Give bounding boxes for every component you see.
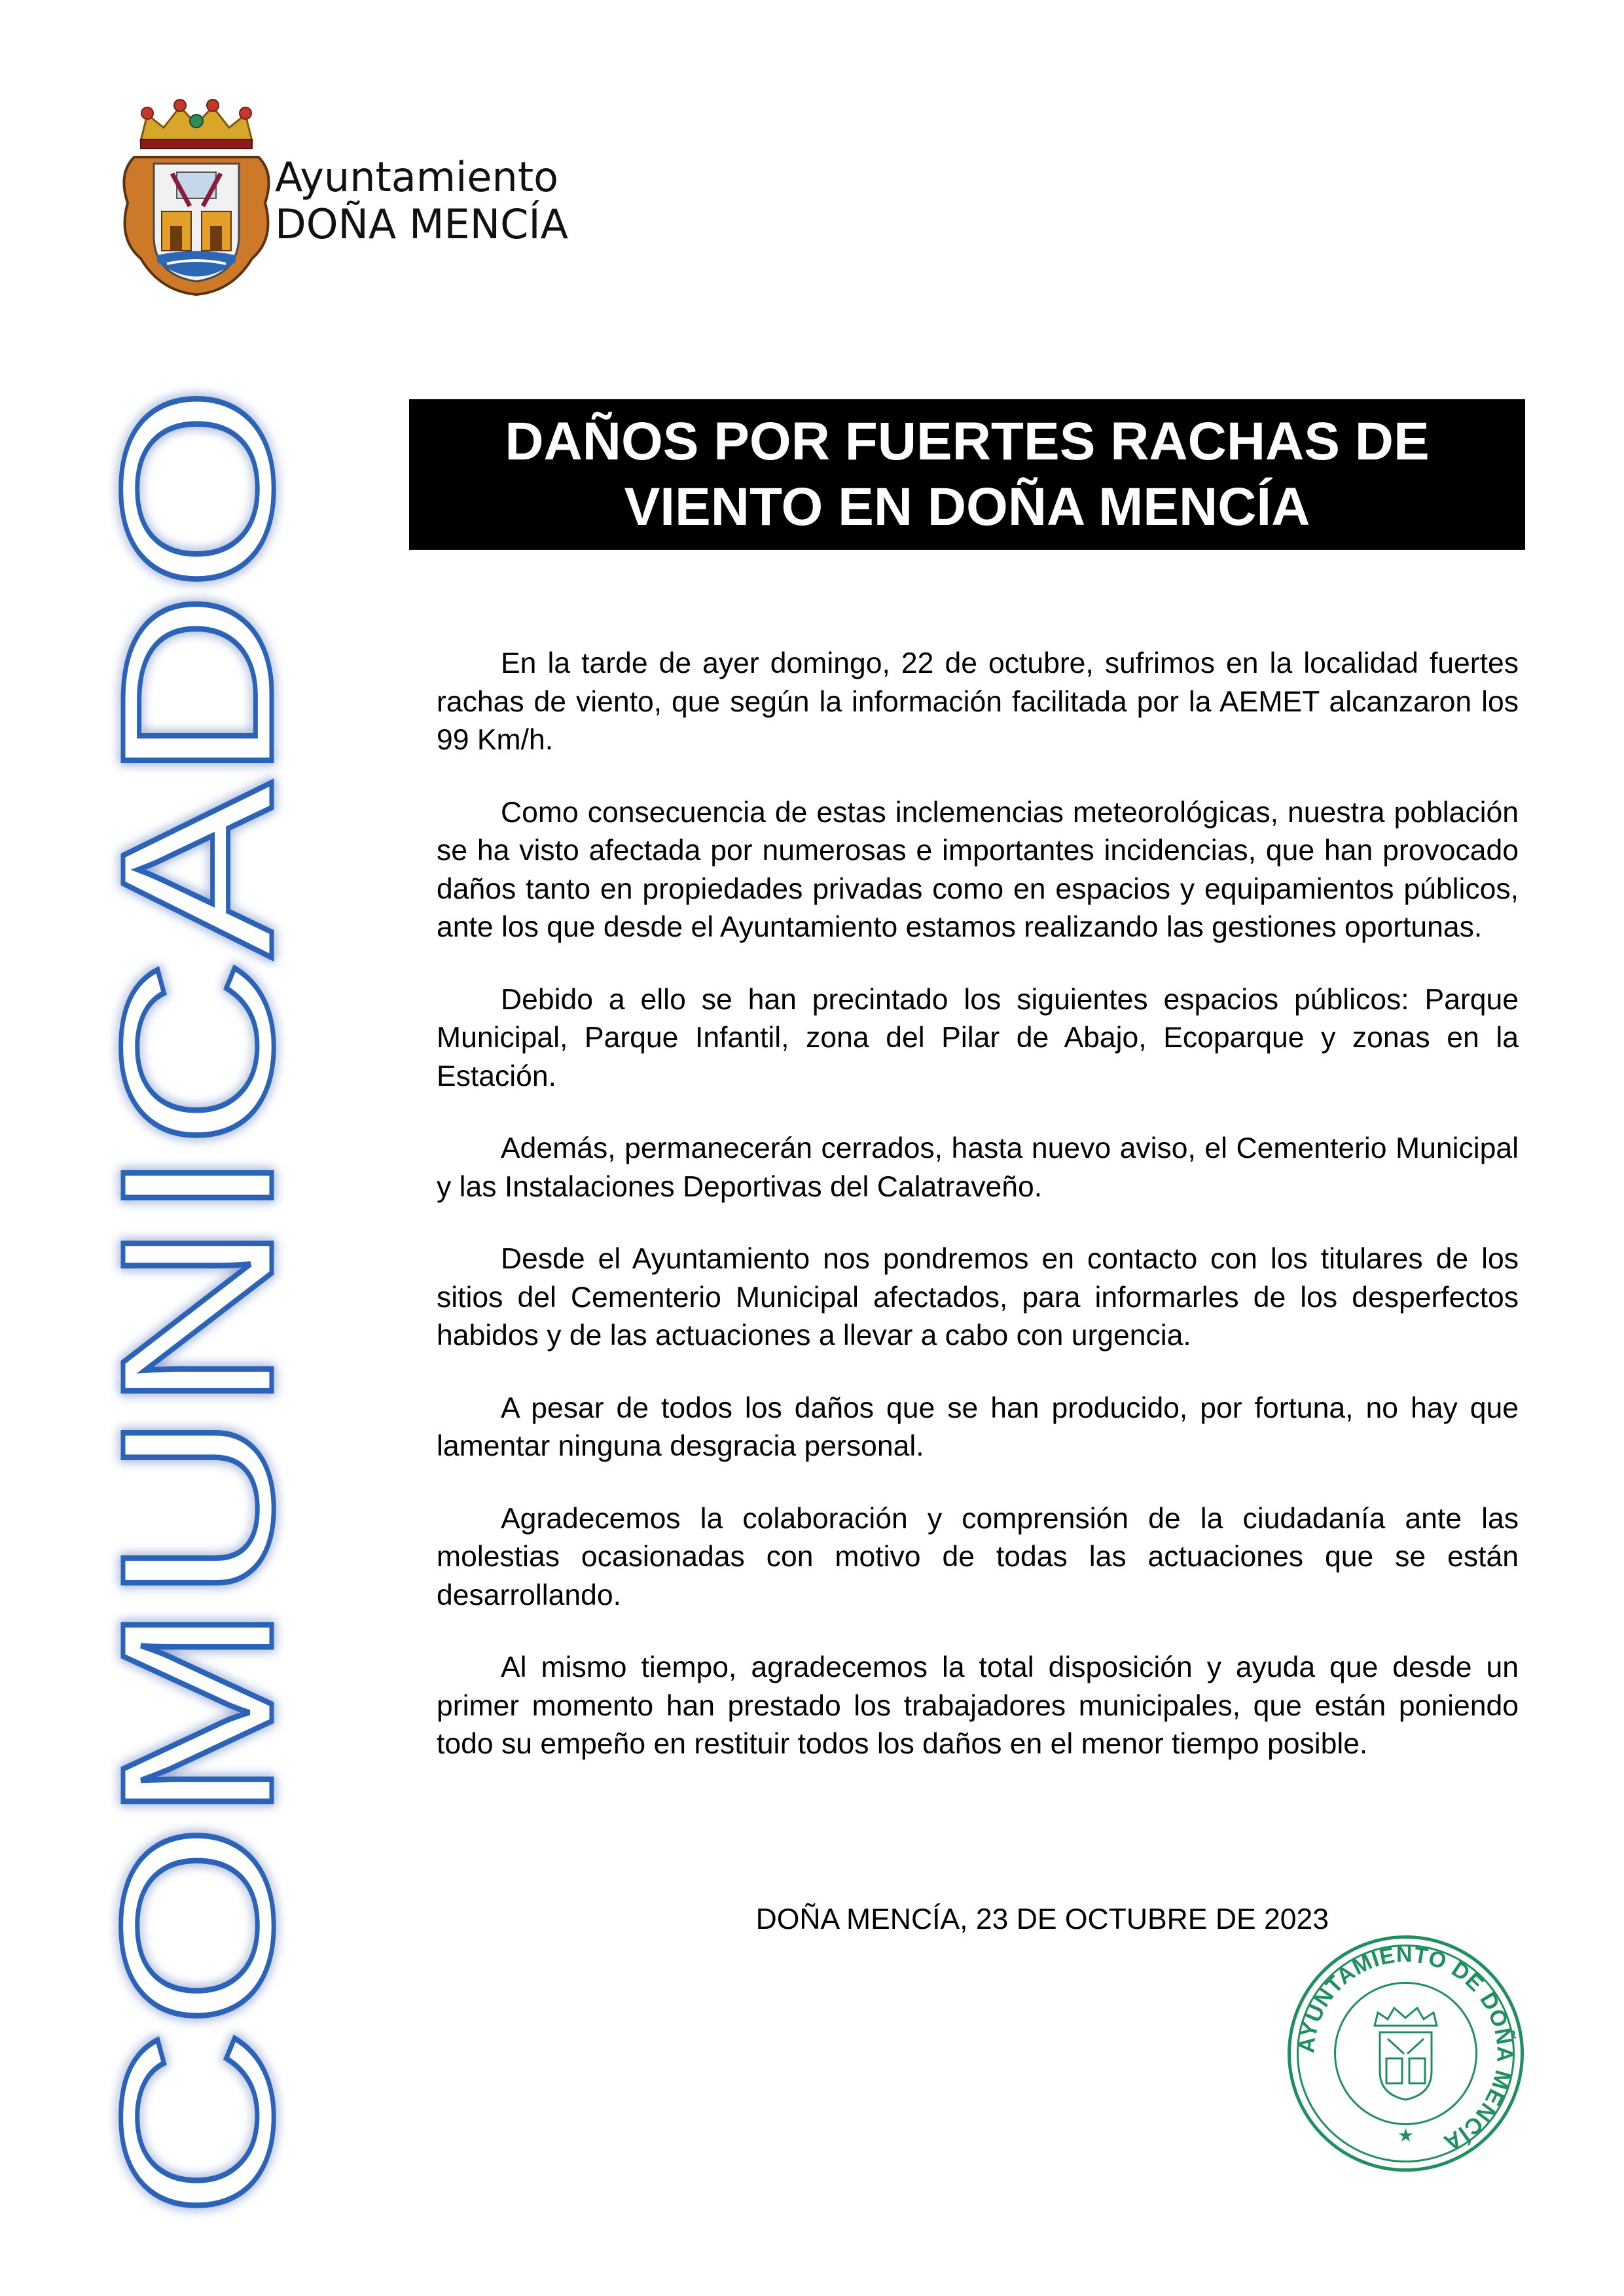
stamp-text: AYUNTAMIENTO DE DOÑA MENCÍA [1294,1942,1517,2156]
date-signature: DOÑA MENCÍA, 23 DE OCTUBRE DE 2023 [755,1903,1329,1935]
svg-text:★: ★ [1397,2125,1415,2146]
document-title: DAÑOS POR FUERTES RACHAS DE VIENTO EN DOÑA MENCÍA [505,412,1430,537]
crest-logo [115,95,278,304]
title-banner [409,399,1525,550]
paragraph: A pesar de todos los daños que se han producido, por fortuna, no hay que lamentar ninguna desgracia personal. [437,1391,1519,1462]
paragraph: Agradecemos la colaboración y comprensión de la ciudadanía ante las molestias ocasionadas con motivo de todas las actuaciones que se están desarrollando. [437,1502,1519,1611]
official-stamp [1283,1931,1528,2176]
paragraph: Además, permanecerán cerrados, hasta nuevo aviso, el Cementerio Municipal y las Instalaciones Deportivas del Calatraveño. [437,1132,1519,1203]
crown-icon [141,99,252,149]
org-line-1: Ayuntamiento [275,153,559,201]
paragraph: Debido a ello se han precintado los siguientes espacios públicos: Parque Municipal, Parque Infantil, zona del Pilar de Abajo, Ecoparque y zonas en la Estación. [437,983,1519,1092]
paragraph: Al mismo tiempo, agradecemos la total disposición y ayuda que desde un primer momento han prestado los trabajadores municipales, que están poniendo todo su empeño en restituir todos los daños en el menor tiempo posible. [437,1651,1519,1760]
organization-name [275,154,568,248]
vertical-comunicado-label [76,370,317,2235]
body-text [437,645,1519,1798]
paragraph: Desde el Ayuntamiento nos pondremos en contacto con los titulares de los sitios del Cementerio Municipal afectados, para informarles de los desperfectos habidos y de las actuaciones a llevar a cabo con urgencia. [437,1243,1519,1352]
org-line-2: DOÑA MENCÍA [275,200,569,248]
paragraph: Como consecuencia de estas inclemencias meteorológicas, nuestra población se ha visto afectada por numerosas e importantes incidencias, que han provocado daños tanto en propiedades privadas como en espacios y equipamientos públicos, ante los que desde el Ayuntamiento estamos realizando las gestiones oportunas. [437,796,1519,943]
stamp-crest-icon [1375,2008,1437,2100]
side-label-text: COMUNICADO [76,719,317,2219]
paragraph: En la tarde de ayer domingo, 22 de octubre, sufrimos en la localidad fuertes rachas de viento, que según la información facilitada por la AEMET alcanzaron los 99 Km/h. [437,647,1519,756]
